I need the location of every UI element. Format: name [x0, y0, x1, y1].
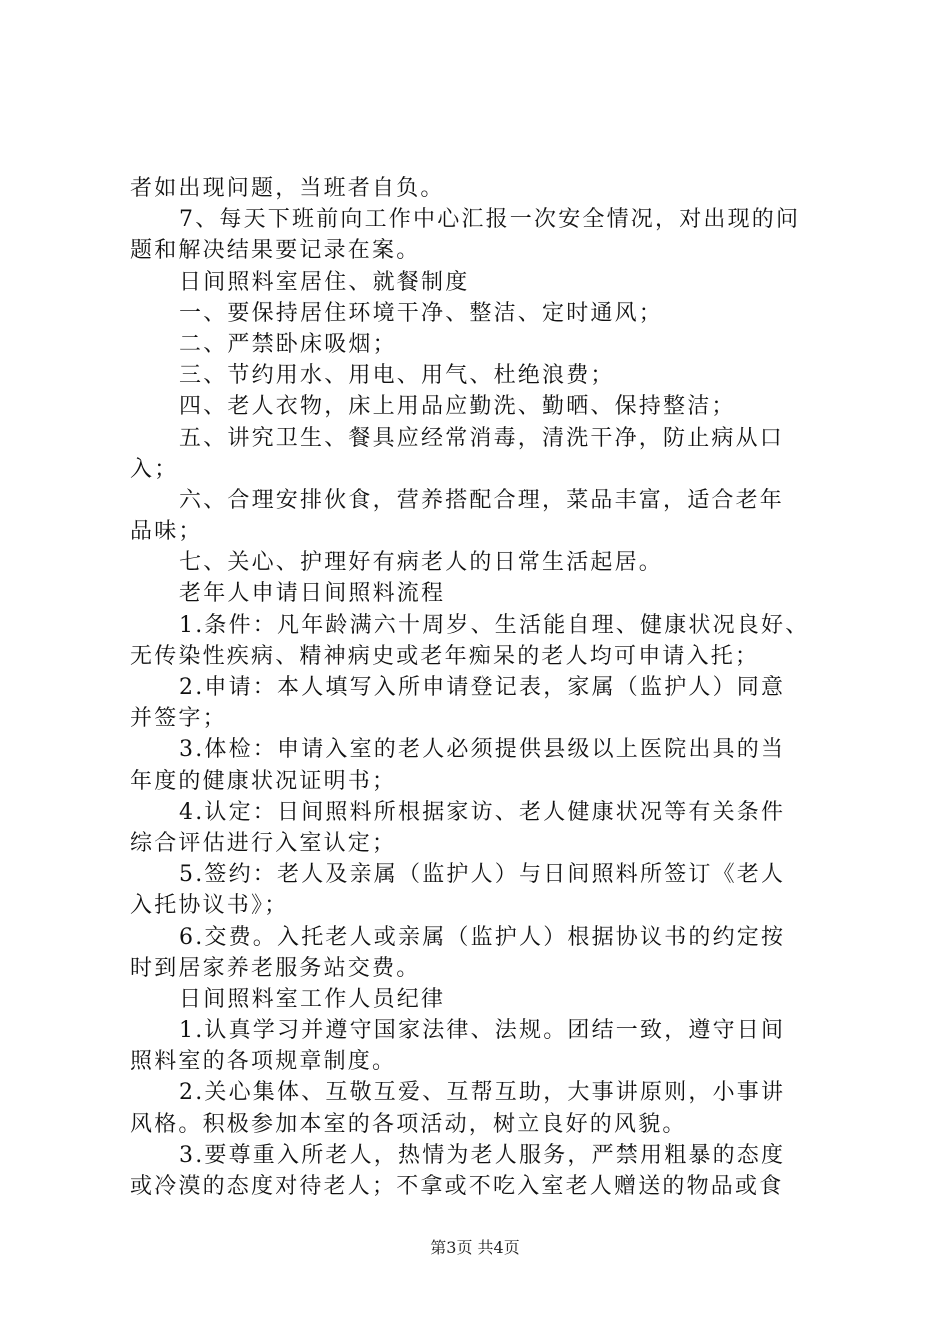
text-line: 六、合理安排伙食，营养搭配合理，菜品丰富，适合老年 [179, 487, 785, 513]
text-line: 五、讲究卫生、餐具应经常消毒，清洗干净，防止病从口 [179, 425, 785, 451]
text-line: 二、严禁卧床吸烟； [179, 331, 397, 357]
text-line: 6.交费。入托老人或亲属（监护人）根据协议书的约定按 [179, 924, 786, 950]
text-line: 者如出现问题，当班者自负。 [130, 176, 445, 201]
text-line: 1.条件：凡年龄满六十周岁、生活能自理、健康状况良好、 [179, 612, 810, 638]
text-line: 四、老人衣物，床上用品应勤洗、勤晒、保持整洁； [179, 394, 736, 420]
text-line: 一、要保持居住环境干净、整洁、定时通风； [179, 300, 664, 326]
text-line: 日间照料室居住、就餐制度 [179, 269, 470, 295]
text-line: 品味； [130, 519, 203, 545]
text-line: 风格。积极参加本室的各项活动，树立良好的风貌。 [130, 1111, 687, 1137]
text-line: 或冷漠的态度对待老人；不拿或不吃入室老人赠送的物品或食 [130, 1174, 784, 1199]
text-line: 入； [130, 456, 179, 482]
text-line: 无传染性疾病、精神病史或老年痴呆的老人均可申请入托； [130, 643, 760, 669]
text-line: 三、节约用水、用电、用气、杜绝浪费； [179, 363, 615, 389]
text-line: 1.认真学习并遵守国家法律、法规。团结一致，遵守日间 [179, 1018, 786, 1044]
page-footer: 第3页 共4页 [430, 1238, 520, 1257]
text-line: 年度的健康状况证明书； [130, 768, 397, 794]
document-body [130, 173, 830, 1202]
text-line: 入托协议书》； [130, 893, 289, 919]
text-line: 2.申请：本人填写入所申请登记表，家属（监护人）同意 [179, 675, 786, 700]
text-line: 照料室的各项规章制度。 [130, 1049, 397, 1075]
text-line: 老年人申请日间照料流程 [179, 581, 446, 607]
text-line: 并签字； [130, 706, 227, 732]
text-line: 5.签约：老人及亲属（监护人）与日间照料所签订《老人 [179, 862, 786, 888]
text-line: 综合评估进行入室认定； [130, 830, 397, 856]
text-line: 4.认定：日间照料所根据家访、老人健康状况等有关条件 [179, 799, 786, 825]
text-line: 时到居家养老服务站交费。 [130, 955, 421, 981]
text-line: 3.体检：申请入室的老人必须提供县级以上医院出具的当 [179, 737, 786, 763]
text-line: 7、每天下班前向工作中心汇报一次安全情况，对出现的问 [179, 207, 801, 233]
text-line: 题和解决结果要记录在案。 [130, 238, 421, 264]
text-line: 2.关心集体、互敬互爱、互帮互助，大事讲原则，小事讲 [179, 1080, 786, 1106]
text-line: 七、关心、护理好有病老人的日常生活起居。 [179, 550, 664, 576]
text-line: 3.要尊重入所老人，热情为老人服务，严禁用粗暴的态度 [179, 1142, 786, 1168]
text-line: 日间照料室工作人员纪律 [179, 986, 446, 1012]
